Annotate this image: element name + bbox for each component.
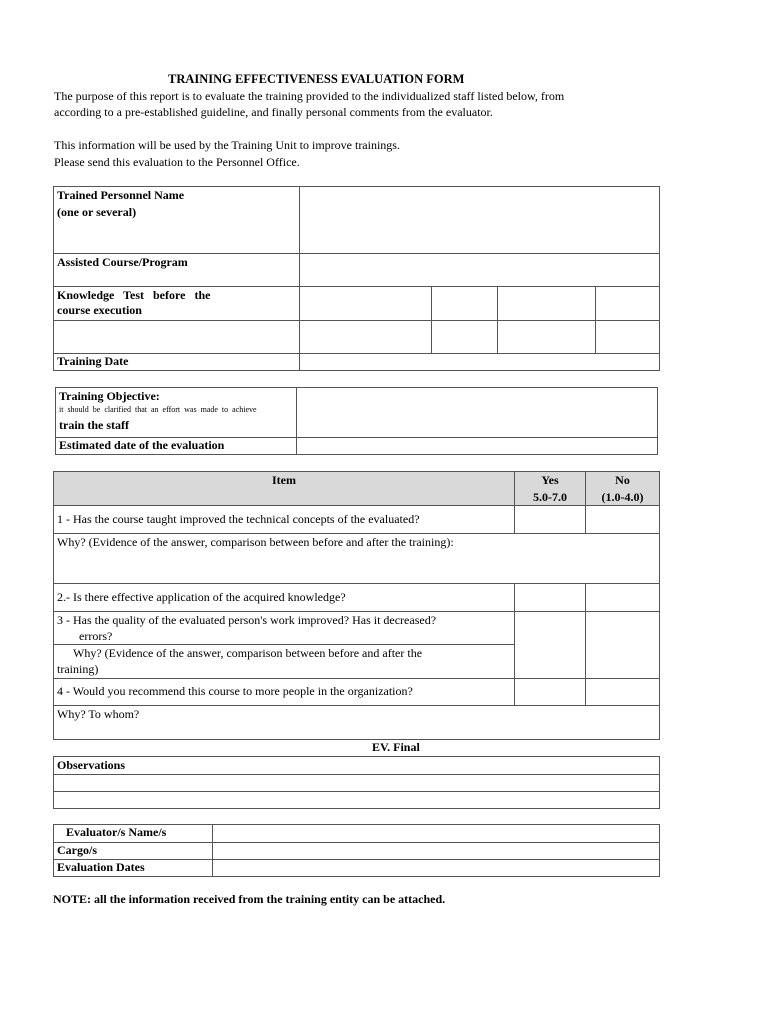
observations-label: Observations <box>54 757 660 775</box>
observations-line[interactable] <box>54 792 660 809</box>
knowledge-test-blank-cell[interactable] <box>54 321 300 354</box>
form-title: TRAINING EFFECTIVENESS EVALUATION FORM <box>168 72 465 86</box>
evaluation-dates-field[interactable] <box>213 860 660 877</box>
header-no: No (1.0-4.0) <box>586 472 660 506</box>
knowledge-test-label: Knowledge Test before the course execution <box>54 287 300 321</box>
cargo-label: Cargo/s <box>54 843 213 860</box>
intro-line-3: This information will be used by the Training Unit to improve trainings. <box>54 138 400 152</box>
training-date-label: Training Date <box>54 354 300 371</box>
question-3: 3 - Has the quality of the evaluated person's work improved? Has it decreased? errors? <box>54 612 515 645</box>
knowledge-test-cell[interactable] <box>432 287 498 321</box>
training-date-field[interactable] <box>300 354 660 371</box>
intro-line-2: according to a pre-established guideline, and finally personal comments from the evaluator. <box>54 105 493 119</box>
evaluation-table <box>53 471 660 740</box>
knowledge-test-cell[interactable] <box>498 287 596 321</box>
ev-final-label: EV. Final <box>372 740 420 754</box>
personnel-info-table <box>53 186 660 371</box>
question-2: 2.- Is there effective application of the acquired knowledge? <box>54 584 515 612</box>
observations-table <box>53 756 660 809</box>
question-1-why[interactable]: Why? (Evidence of the answer, comparison between before and after the training): <box>54 534 660 584</box>
knowledge-test-cell[interactable] <box>300 321 432 354</box>
knowledge-test-cell[interactable] <box>300 287 432 321</box>
knowledge-test-cell[interactable] <box>432 321 498 354</box>
question-3-yes[interactable] <box>515 612 586 679</box>
evaluation-dates-label: Evaluation Dates <box>54 860 213 877</box>
training-objective-label: Training Objective: it should be clarified that an effort was made to achieve train the staff <box>56 388 297 438</box>
question-4-yes[interactable] <box>515 679 586 706</box>
question-3-no[interactable] <box>586 612 660 679</box>
evaluator-name-label: Evaluator/s Name/s <box>54 825 213 843</box>
cargo-field[interactable] <box>213 843 660 860</box>
header-item: Item <box>54 472 515 506</box>
question-4-why[interactable]: Why? To whom? <box>54 706 660 740</box>
knowledge-test-cell[interactable] <box>596 321 660 354</box>
estimated-date-label: Estimated date of the evaluation <box>56 438 297 455</box>
knowledge-test-cell[interactable] <box>596 287 660 321</box>
evaluator-name-field[interactable] <box>213 825 660 843</box>
question-2-yes[interactable] <box>515 584 586 612</box>
training-objective-field[interactable] <box>297 388 658 438</box>
objective-table <box>55 387 658 455</box>
knowledge-test-cell[interactable] <box>498 321 596 354</box>
course-label: Assisted Course/Program <box>54 254 300 287</box>
question-3-why[interactable]: Why? (Evidence of the answer, comparison between before and after the training) <box>54 645 515 679</box>
question-1-yes[interactable] <box>515 506 586 534</box>
question-4: 4 - Would you recommend this course to more people in the organization? <box>54 679 515 706</box>
intro-line-4: Please send this evaluation to the Personnel Office. <box>54 155 300 169</box>
question-4-no[interactable] <box>586 679 660 706</box>
personnel-name-label: Trained Personnel Name (one or several) <box>54 187 300 254</box>
header-yes: Yes 5.0-7.0 <box>515 472 586 506</box>
question-1: 1 - Has the course taught improved the technical concepts of the evaluated? <box>54 506 515 534</box>
intro-line-1: The purpose of this report is to evaluate the training provided to the individualized staff listed below, from <box>54 89 565 103</box>
question-1-no[interactable] <box>586 506 660 534</box>
estimated-date-field[interactable] <box>297 438 658 455</box>
personnel-name-field[interactable] <box>300 187 660 254</box>
note-text: NOTE: all the information received from the training entity can be attached. <box>53 892 446 906</box>
observations-line[interactable] <box>54 775 660 792</box>
course-field[interactable] <box>300 254 660 287</box>
question-2-no[interactable] <box>586 584 660 612</box>
evaluator-table <box>53 824 660 877</box>
